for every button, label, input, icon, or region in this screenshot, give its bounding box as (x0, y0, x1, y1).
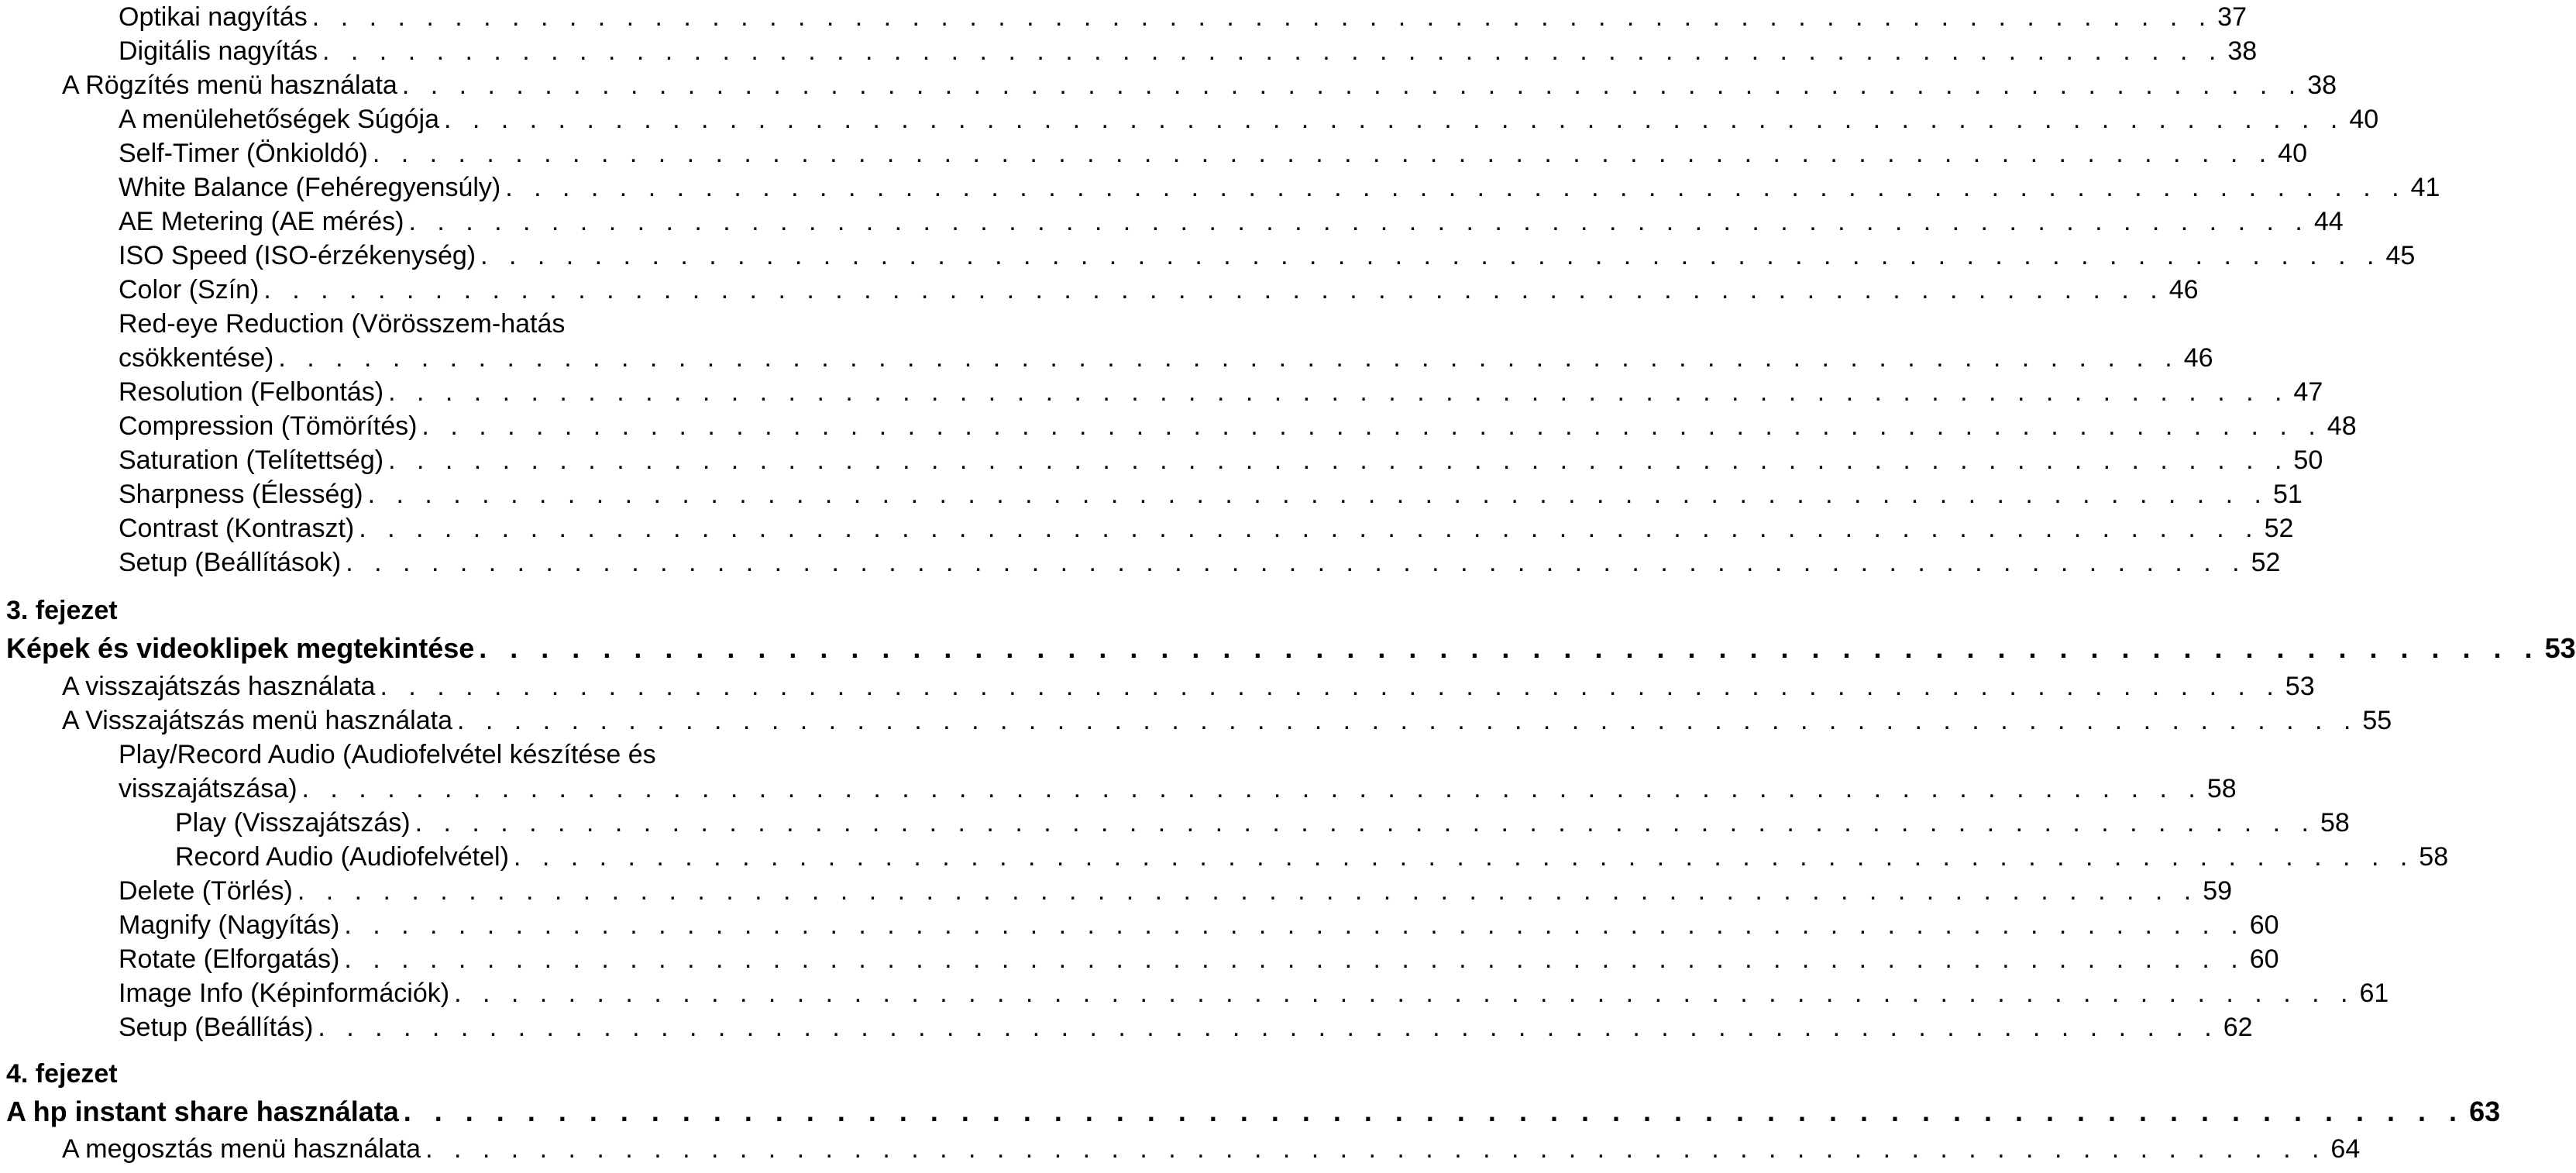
toc-entry[interactable] (119, 1010, 2253, 1044)
toc-entry-title: Setup (Beállítások) (119, 548, 342, 577)
toc-entry-page: 62 (2223, 1013, 2253, 1042)
dot-leader: . . . . . . . . . . . . . . . . . . . . . . . . . . . . . . . . . . . . . . . . . . . . . . . . . . . . . . . . . . . . . . . . . . . (318, 1013, 2219, 1042)
toc-entry-page: 60 (2249, 944, 2279, 974)
toc-entry-page: 38 (2227, 36, 2258, 66)
toc-entry-title: A menülehetőségek Súgója (119, 105, 439, 134)
dot-leader: . . . . . . . . . . . . . . . . . . . . . . . . . . . . . . . . . . . . . . . . . . . . . . . . . . . . . . . . . . . . . . . . . . . (513, 842, 2415, 872)
toc-entry-title: Image Info (Képinformációk) (119, 979, 450, 1008)
dot-leader: . . . . . . . . . . . . . . . . . . . . . . . . . . . . . . . . . . . . . . . . . . . . . . . . . . . . . . . . . . . . . . . . . . . (263, 275, 2165, 304)
toc-entry-title: Record Audio (Audiofelvétel) (175, 842, 509, 872)
toc-entry-title: Magnify (Nagyítás) (119, 910, 340, 940)
toc-entry[interactable] (119, 409, 2357, 443)
toc-entry-page: 44 (2313, 207, 2344, 236)
toc-entry[interactable] (62, 68, 2337, 102)
toc-entry-title: Color (Szín) (119, 275, 260, 304)
toc-entry-page: 48 (2327, 411, 2357, 441)
dot-leader: . . . . . . . . . . . . . . . . . . . . . . . . . . . . . . . . . . . . . . . . . . . . . . . . . . . . . . . . . . . . . . . . . . . (443, 105, 2345, 134)
dot-leader: . . . . . . . . . . . . . . . . . . . . . . . . . . . . . . . . . . . . . . . . . . . . . . . . . . . . . . . . . . . . . . . . . . . (479, 632, 2540, 664)
dot-leader: . . . . . . . . . . . . . . . . . . . . . . . . . . . . . . . . . . . . . . . . . . . . . . . . . . . . . . . . . . . . . . . . . . . (408, 207, 2309, 236)
toc-entry-page: 58 (2320, 808, 2350, 838)
dot-leader: . . . . . . . . . . . . . . . . . . . . . . . . . . . . . . . . . . . . . . . . . . . . . . . . . . . . . . . . . . . . . . . . . . . (301, 774, 2203, 803)
toc-entry-page: 51 (2272, 480, 2303, 509)
toc-entry-page: 46 (2168, 275, 2199, 304)
toc-entry-title: Rotate (Elforgatás) (119, 944, 340, 974)
dot-leader: . . . . . . . . . . . . . . . . . . . . . . . . . . . . . . . . . . . . . . . . . . . . . . . . . . . . . . . . . . . . . . . . . . . (297, 876, 2199, 906)
dot-leader: . . . . . . . . . . . . . . . . . . . . . . . . . . . . . . . . . . . . . . . . . . . . . . . . . . . . . . . . . . . . . . . . . . . (359, 514, 2260, 543)
toc-entry[interactable] (62, 1132, 2361, 1166)
dot-leader: . . . . . . . . . . . . . . . . . . . . . . . . . . . . . . . . . . . . . . . . . . . . . . . . . . . . . . . . . . . . . . . . . . . (421, 411, 2323, 441)
toc-entry[interactable] (119, 170, 2440, 205)
dot-leader: . . . . . . . . . . . . . . . . . . . . . . . . . . . . . . . . . . . . . . . . . . . . . . . . . . . . . . . . . . . . . . . . . . . (454, 979, 2355, 1008)
toc-entry[interactable] (119, 136, 2307, 170)
dot-leader: . . . . . . . . . . . . . . . . . . . . . . . . . . . . . . . . . . . . . . . . . . . . . . . . . . . . . . . . . . . . . . . . . . . (403, 1096, 2465, 1127)
toc-entry-page: 53 (2285, 672, 2315, 701)
toc-entry-title: Optikai nagyítás (119, 2, 308, 32)
toc-entry[interactable] (119, 273, 2199, 307)
dot-leader: . . . . . . . . . . . . . . . . . . . . . . . . . . . . . . . . . . . . . . . . . . . . . . . . . . . . . . . . . . . . . . . . . . . (372, 139, 2274, 168)
dot-leader: . . . . . . . . . . . . . . . . . . . . . . . . . . . . . . . . . . . . . . . . . . . . . . . . . . . . . . . . . . . . . . . . . . . (311, 2, 2213, 32)
toc-entry-title: Digitális nagyítás (119, 36, 318, 66)
toc-entry[interactable] (119, 375, 2323, 409)
toc-entry-page: 64 (2330, 1134, 2361, 1164)
toc-entry-title: Self-Timer (Önkioldó) (119, 139, 368, 168)
toc-entry-page: 55 (2362, 706, 2392, 735)
toc-entry-title: Contrast (Kontraszt) (119, 514, 355, 543)
toc-entry[interactable] (119, 942, 2279, 976)
toc-entry-title-line1: Play/Record Audio (Audiofelvétel készítése és (119, 740, 656, 769)
toc-entry-title: Saturation (Telítettség) (119, 445, 384, 475)
toc-entry-title: ISO Speed (ISO-érzékenység) (119, 241, 476, 270)
toc-entry-title: Play (Visszajátszás) (175, 808, 411, 838)
chapter-title-text: Képek és videoklipek megtekintése (6, 632, 475, 664)
toc-entry[interactable] (119, 874, 2233, 908)
toc-entry-title: A visszajátszás használata (62, 672, 376, 701)
toc-entry[interactable] (119, 443, 2323, 477)
toc-entry-page: 38 (2307, 71, 2337, 100)
chapter-label: 3. fejezet (6, 596, 118, 625)
toc-entry-title-line1: Red-eye Reduction (Vörösszem-hatás (119, 309, 566, 339)
toc-entry[interactable] (119, 239, 2416, 273)
toc-entry-title: A Rögzítés menü használata (62, 71, 397, 100)
toc-entry[interactable] (175, 806, 2350, 840)
dot-leader: . . . . . . . . . . . . . . . . . . . . . . . . . . . . . . . . . . . . . . . . . . . . . . . . . . . . . . . . . . . . . . . . . . . (278, 343, 2179, 373)
toc-entry[interactable] (119, 545, 2281, 580)
dot-leader: . . . . . . . . . . . . . . . . . . . . . . . . . . . . . . . . . . . . . . . . . . . . . . . . . . . . . . . . . . . . . . . . . . . (380, 672, 2281, 701)
dot-leader: . . . . . . . . . . . . . . . . . . . . . . . . . . . . . . . . . . . . . . . . . . . . . . . . . . . . . . . . . . . . . . . . . . . (344, 944, 2245, 974)
toc-entry-title: AE Metering (AE mérés) (119, 207, 404, 236)
toc-entry-page: 45 (2385, 241, 2416, 270)
toc-entry[interactable] (119, 205, 2344, 239)
toc-entry-page: 40 (2349, 105, 2379, 134)
dot-leader: . . . . . . . . . . . . . . . . . . . . . . . . . . . . . . . . . . . . . . . . . . . . . . . . . . . . . . . . . . . . . . . . . . . (425, 1134, 2327, 1164)
chapter-page: 63 (2469, 1096, 2501, 1127)
toc-entry-title: visszajátszása) (119, 774, 297, 803)
dot-leader: . . . . . . . . . . . . . . . . . . . . . . . . . . . . . . . . . . . . . . . . . . . . . . . . . . . . . . . . . . . . . . . . . . . (457, 706, 2358, 735)
toc-entry-page: 59 (2203, 876, 2233, 906)
dot-leader: . . . . . . . . . . . . . . . . . . . . . . . . . . . . . . . . . . . . . . . . . . . . . . . . . . . . . . . . . . . . . . . . . . . (322, 36, 2223, 66)
toc-entry-title: Sharpness (Élesség) (119, 480, 363, 509)
toc-entry-page: 60 (2249, 910, 2279, 940)
chapter-label: 4. fejezet (6, 1059, 118, 1089)
dot-leader: . . . . . . . . . . . . . . . . . . . . . . . . . . . . . . . . . . . . . . . . . . . . . . . . . . . . . . . . . . . . . . . . . . . (388, 445, 2289, 475)
toc-entry[interactable] (119, 738, 2237, 806)
toc-entry-title: A Visszajátszás menü használata (62, 706, 452, 735)
toc-entry[interactable] (119, 102, 2379, 136)
toc-entry[interactable] (119, 908, 2279, 942)
toc-entry[interactable] (119, 976, 2389, 1010)
dot-leader: . . . . . . . . . . . . . . . . . . . . . . . . . . . . . . . . . . . . . . . . . . . . . . . . . . . . . . . . . . . . . . . . . . . (388, 377, 2289, 407)
toc-entry[interactable] (175, 840, 2449, 874)
dot-leader: . . . . . . . . . . . . . . . . . . . . . . . . . . . . . . . . . . . . . . . . . . . . . . . . . . . . . . . . . . . . . . . . . . . (401, 71, 2303, 100)
toc-entry-page: 52 (2251, 548, 2281, 577)
toc-entry-page: 46 (2183, 343, 2213, 373)
toc-entry-page: 40 (2278, 139, 2307, 168)
dot-leader: . . . . . . . . . . . . . . . . . . . . . . . . . . . . . . . . . . . . . . . . . . . . . . . . . . . . . . . . . . . . . . . . . . . (344, 910, 2245, 940)
toc-entry[interactable] (62, 669, 2315, 703)
toc-entry-page: 41 (2410, 173, 2440, 202)
dot-leader: . . . . . . . . . . . . . . . . . . . . . . . . . . . . . . . . . . . . . . . . . . . . . . . . . . . . . . . . . . . . . . . . . . . (505, 173, 2406, 202)
toc-entry-title: Delete (Törlés) (119, 876, 293, 906)
chapter-title-text: A hp instant share használata (6, 1096, 399, 1127)
toc-entry[interactable] (119, 0, 2247, 34)
dot-leader: . . . . . . . . . . . . . . . . . . . . . . . . . . . . . . . . . . . . . . . . . . . . . . . . . . . . . . . . . . . . . . . . . . . (346, 548, 2247, 577)
toc-entry-title: csökkentése) (119, 343, 274, 373)
chapter-page: 53 (2544, 632, 2576, 664)
toc-entry-title: White Balance (Fehéregyensúly) (119, 173, 501, 202)
toc-entry[interactable] (62, 703, 2392, 738)
dot-leader: . . . . . . . . . . . . . . . . . . . . . . . . . . . . . . . . . . . . . . . . . . . . . . . . . . . . . . . . . . . . . . . . . . . (480, 241, 2382, 270)
toc-entry-title: A megosztás menü használata (62, 1134, 421, 1164)
toc-entry-page: 58 (2206, 774, 2237, 803)
toc-entry[interactable] (119, 477, 2303, 511)
toc-entry[interactable] (119, 307, 2213, 375)
toc-entry-title: Resolution (Felbontás) (119, 377, 384, 407)
chapter-title[interactable] (6, 1093, 2501, 1130)
toc-entry-page: 52 (2264, 514, 2294, 543)
toc-entry-page: 50 (2293, 445, 2323, 475)
toc-entry-title: Setup (Beállítás) (119, 1013, 314, 1042)
toc-entry[interactable] (119, 34, 2258, 68)
toc-entry-title: Compression (Tömörítés) (119, 411, 418, 441)
toc-entry-page: 47 (2293, 377, 2323, 407)
toc-entry-page: 61 (2359, 979, 2389, 1008)
toc-entry[interactable] (119, 511, 2294, 545)
toc-entry-page: 37 (2217, 2, 2247, 32)
dot-leader: . . . . . . . . . . . . . . . . . . . . . . . . . . . . . . . . . . . . . . . . . . . . . . . . . . . . . . . . . . . . . . . . . . . (367, 480, 2268, 509)
toc-entry-page: 58 (2419, 842, 2449, 872)
dot-leader: . . . . . . . . . . . . . . . . . . . . . . . . . . . . . . . . . . . . . . . . . . . . . . . . . . . . . . . . . . . . . . . . . . . (414, 808, 2316, 838)
chapter-title[interactable] (6, 630, 2576, 667)
